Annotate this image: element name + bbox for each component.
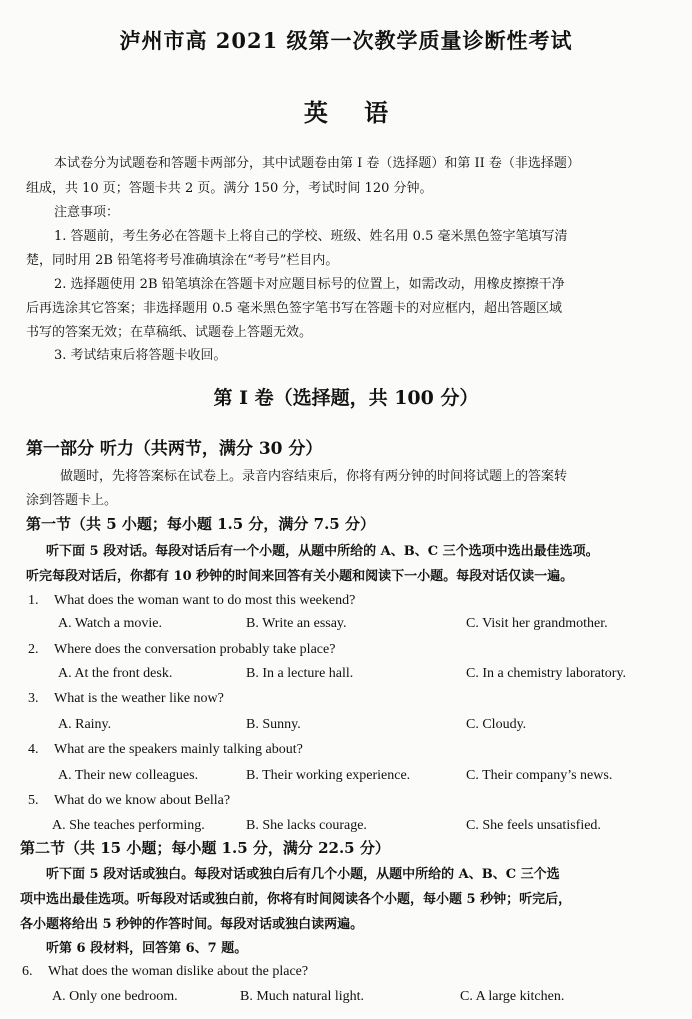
option-6a: A. Only one bedroom. — [52, 989, 178, 1004]
question-1 — [28, 594, 355, 608]
question-6 — [22, 965, 308, 979]
intro-line-2: 组成，共 10 页；答题卡共 2 页。满分 150 分，考试时间 120 分钟。 — [26, 181, 433, 196]
option-4a: A. Their new colleagues. — [58, 768, 199, 783]
option-6b: B. Much natural light. — [240, 989, 365, 1004]
material-6-instruction: 听第 6 段材料，回答第 6、7 题。 — [46, 941, 248, 956]
section-a-desc-line-2: 听完每段对话后，你都有 10 秒钟的时间来回答有关小题和阅读下一小题。每段对话仅读一遍。 — [26, 569, 574, 584]
question-number: 6. — [22, 964, 33, 979]
section-a-desc-line-1: 听下面 5 段对话。每段对话后有一个小题，从题中所给的 A、B、C 三个选项中选出最佳选项。 — [46, 544, 599, 559]
notice-2-line-3: 书写的答案无效；在草稿纸、试题卷上答题无效。 — [26, 325, 313, 340]
option-5a: A. She teaches performing. — [52, 818, 205, 833]
section-b-desc-line-1: 听下面 5 段对话或独白。每段对话或独白后有几个小题，从题中所给的 A、B、C 三个选 — [46, 867, 560, 882]
notice-2-line-1: 2. 选择题使用 2B 铅笔填涂在答题卡对应题目标号的位置上，如需改动，用橡皮擦擦干净 — [54, 277, 565, 292]
question-number: 5. — [28, 793, 39, 808]
part-1-title: 第一部分 听力（共两节，满分 30 分） — [26, 439, 323, 459]
option-3a: A. Rainy. — [58, 717, 112, 732]
option-4c: C. Their company’s news. — [466, 768, 613, 783]
notice-1-line-1: 1. 答题前，考生务必在答题卡上将自己的学校、班级、姓名用 0.5 毫米黑色签字笔填写清 — [54, 229, 568, 244]
notice-title: 注意事项： — [54, 205, 120, 220]
question-number: 4. — [28, 742, 39, 757]
intro-line-1: 本试卷分为试题卷和答题卡两部分，其中试题卷由第 I 卷（选择题）和第 II 卷（非选择题） — [54, 156, 580, 171]
option-1a: A. Watch a movie. — [58, 616, 162, 631]
question-number: 1. — [28, 593, 39, 608]
notice-2-line-2: 后再选涂其它答案；非选择题用 0.5 毫米黑色签字笔书写在答题卡的对应框内，超出答题区域 — [26, 301, 562, 316]
exam-title: 泸州市高 2021 级第一次教学质量诊断性考试 — [119, 28, 573, 53]
option-2a: A. At the front desk. — [58, 666, 173, 681]
section-1-title: 第 I 卷（选择题，共 100 分） — [213, 387, 479, 409]
question-4 — [28, 743, 303, 757]
question-text: What does the woman want to do most this weekend? — [54, 593, 356, 608]
question-3 — [28, 692, 224, 706]
part-1-desc-line-2: 涂到答题卡上。 — [26, 493, 118, 508]
question-number: 3. — [28, 691, 39, 706]
option-1c: C. Visit her grandmother. — [466, 616, 608, 631]
option-4b: B. Their working experience. — [246, 768, 411, 783]
question-5 — [28, 794, 230, 808]
option-2b: B. In a lecture hall. — [246, 666, 354, 681]
question-text: What do we know about Bella? — [54, 793, 231, 808]
section-b-desc-line-2: 项中选出最佳选项。听每段对话或独白前，你将有时间阅读各个小题，每小题 5 秒钟；听完后， — [20, 892, 572, 907]
section-b-desc-line-3: 各小题将给出 5 秒钟的作答时间。每段对话或独白读两遍。 — [20, 917, 364, 932]
option-5b: B. She lacks courage. — [246, 818, 367, 833]
section-b-title: 第二节（共 15 小题；每小题 1.5 分，满分 22.5 分） — [20, 839, 390, 857]
question-text: What does the woman dislike about the place? — [48, 964, 309, 979]
subject-title: 英 语 — [303, 98, 389, 127]
question-text: Where does the conversation probably take place? — [54, 642, 336, 657]
question-number: 2. — [28, 642, 39, 657]
question-2 — [28, 643, 335, 657]
option-2c: C. In a chemistry laboratory. — [466, 666, 627, 681]
notice-1-line-2: 楚，同时用 2B 铅笔将考号准确填涂在“考号”栏目内。 — [26, 253, 339, 268]
question-text: What is the weather like now? — [54, 691, 224, 706]
question-text: What are the speakers mainly talking about? — [54, 742, 303, 757]
option-3b: B. Sunny. — [246, 717, 301, 732]
option-1b: B. Write an essay. — [246, 616, 347, 631]
option-6c: C. A large kitchen. — [460, 989, 565, 1004]
option-3c: C. Cloudy. — [466, 717, 527, 732]
section-a-title: 第一节（共 5 小题；每小题 1.5 分，满分 7.5 分） — [26, 515, 375, 533]
notice-3: 3. 考试结束后将答题卡收回。 — [54, 348, 227, 363]
option-5c: C. She feels unsatisfied. — [466, 818, 601, 833]
part-1-desc-line-1: 做题时，先将答案标在试卷上。录音内容结束后，你将有两分钟的时间将试题上的答案转 — [60, 469, 568, 484]
